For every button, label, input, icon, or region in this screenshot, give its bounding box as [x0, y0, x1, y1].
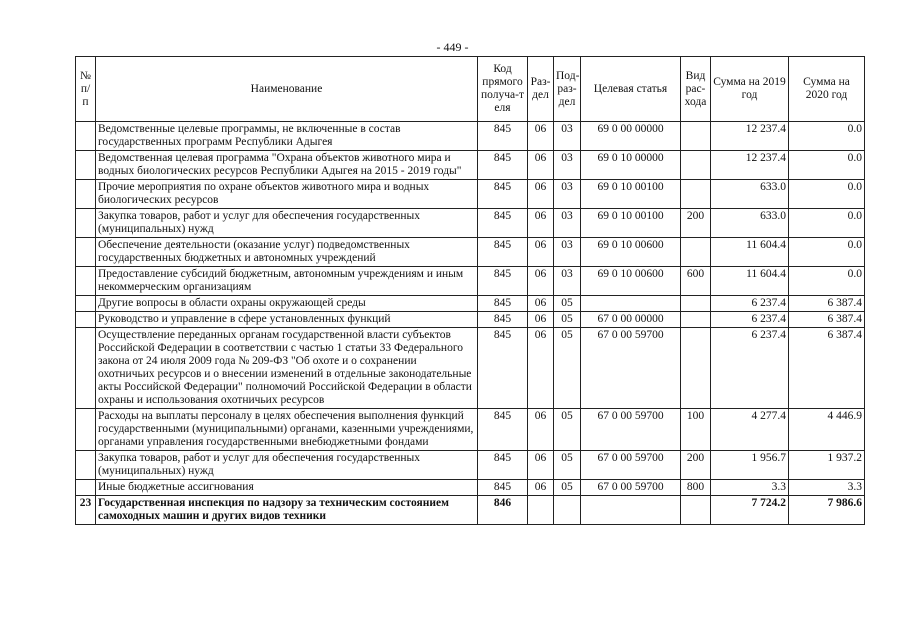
cell-num — [76, 312, 96, 328]
cell-num — [76, 451, 96, 480]
header-code: Код прямого получа-т еля — [478, 57, 528, 122]
cell-sum2020: 3.3 — [789, 480, 865, 496]
cell-name: Другие вопросы в области охраны окружающей среды — [96, 296, 478, 312]
cell-name: Обеспечение деятельности (оказание услуг) подведомственных государственных бюджетных и автономных учреждений — [96, 238, 478, 267]
cell-code: 845 — [478, 480, 528, 496]
cell-sum2020: 0.0 — [789, 267, 865, 296]
cell-kind — [681, 328, 711, 409]
cell-name: Руководство и управление в сфере установленных функций — [96, 312, 478, 328]
cell-subsection: 05 — [554, 409, 581, 451]
cell-sum2020: 0.0 — [789, 238, 865, 267]
cell-code: 845 — [478, 451, 528, 480]
cell-num — [76, 296, 96, 312]
cell-subsection — [554, 496, 581, 525]
table-row — [76, 238, 865, 267]
cell-subsection: 05 — [554, 296, 581, 312]
cell-kind: 600 — [681, 267, 711, 296]
table-header-row — [76, 57, 865, 122]
cell-subsection: 03 — [554, 238, 581, 267]
cell-code: 845 — [478, 312, 528, 328]
cell-code: 845 — [478, 409, 528, 451]
cell-subsection: 05 — [554, 312, 581, 328]
cell-code: 845 — [478, 209, 528, 238]
cell-sum2020: 0.0 — [789, 122, 865, 151]
cell-num — [76, 180, 96, 209]
header-section: Раз-дел — [528, 57, 554, 122]
cell-target: 67 0 00 00000 — [581, 312, 681, 328]
cell-section: 06 — [528, 328, 554, 409]
cell-section: 06 — [528, 267, 554, 296]
cell-num — [76, 328, 96, 409]
header-sum-2020: Сумма на 2020 год — [789, 57, 865, 122]
cell-sum2019: 12 237.4 — [711, 151, 789, 180]
cell-kind — [681, 238, 711, 267]
cell-num: 23 — [76, 496, 96, 525]
cell-subsection: 03 — [554, 151, 581, 180]
cell-name: Осуществление переданных органам государственной власти субъектов Российской Федерации в соответствии с частью 1 статьи 33 Федерального закона от 24 июля 2009 года № 209-ФЗ "Об охоте и о сохранении охотничьих ресурсов и о внесении изменений в отдельные законодательные акты Российской Федерации" полномочий Российской Федерации в области охраны и использования охотничьих ресурсов — [96, 328, 478, 409]
cell-name: Предоставление субсидий бюджетным, автономным учреждениям и иным некоммерческим организациям — [96, 267, 478, 296]
cell-sum2019: 1 956.7 — [711, 451, 789, 480]
cell-target: 69 0 10 00600 — [581, 267, 681, 296]
cell-section: 06 — [528, 238, 554, 267]
table-row — [76, 122, 865, 151]
cell-subsection: 03 — [554, 209, 581, 238]
cell-section — [528, 496, 554, 525]
budget-table — [75, 56, 865, 525]
header-target: Целевая статья — [581, 57, 681, 122]
header-num: № п/п — [76, 57, 96, 122]
table-row — [76, 209, 865, 238]
table-row — [76, 480, 865, 496]
cell-kind — [681, 122, 711, 151]
cell-kind — [681, 296, 711, 312]
cell-kind: 200 — [681, 209, 711, 238]
cell-subsection: 05 — [554, 451, 581, 480]
cell-name: Закупка товаров, работ и услуг для обеспечения государственных (муниципальных) нужд — [96, 451, 478, 480]
cell-sum2020: 0.0 — [789, 180, 865, 209]
cell-sum2020: 0.0 — [789, 209, 865, 238]
cell-sum2019: 11 604.4 — [711, 267, 789, 296]
table-row — [76, 409, 865, 451]
table-row — [76, 496, 865, 525]
cell-kind: 200 — [681, 451, 711, 480]
cell-name: Государственная инспекция по надзору за техническим состоянием самоходных машин и других видов техники — [96, 496, 478, 525]
cell-sum2019: 11 604.4 — [711, 238, 789, 267]
cell-num — [76, 122, 96, 151]
cell-sum2019: 3.3 — [711, 480, 789, 496]
cell-sum2020: 6 387.4 — [789, 312, 865, 328]
header-subsection: Под-раз-дел — [554, 57, 581, 122]
cell-sum2019: 6 237.4 — [711, 312, 789, 328]
cell-sum2020: 6 387.4 — [789, 296, 865, 312]
cell-target: 67 0 00 59700 — [581, 409, 681, 451]
cell-section: 06 — [528, 480, 554, 496]
cell-sum2019: 7 724.2 — [711, 496, 789, 525]
cell-name: Прочие мероприятия по охране объектов животного мира и водных биологических ресурсов — [96, 180, 478, 209]
cell-section: 06 — [528, 180, 554, 209]
cell-kind — [681, 180, 711, 209]
cell-target: 67 0 00 59700 — [581, 328, 681, 409]
cell-target: 69 0 10 00100 — [581, 209, 681, 238]
table-row — [76, 328, 865, 409]
cell-sum2019: 6 237.4 — [711, 296, 789, 312]
cell-kind: 800 — [681, 480, 711, 496]
cell-code: 846 — [478, 496, 528, 525]
cell-kind — [681, 312, 711, 328]
cell-subsection: 03 — [554, 180, 581, 209]
cell-target: 69 0 10 00100 — [581, 180, 681, 209]
cell-subsection: 05 — [554, 328, 581, 409]
cell-sum2019: 633.0 — [711, 180, 789, 209]
cell-sum2020: 4 446.9 — [789, 409, 865, 451]
cell-sum2019: 12 237.4 — [711, 122, 789, 151]
cell-section: 06 — [528, 209, 554, 238]
cell-section: 06 — [528, 296, 554, 312]
cell-subsection: 03 — [554, 122, 581, 151]
cell-target: 69 0 10 00600 — [581, 238, 681, 267]
cell-section: 06 — [528, 451, 554, 480]
table-row — [76, 296, 865, 312]
cell-target — [581, 296, 681, 312]
cell-kind — [681, 151, 711, 180]
cell-section: 06 — [528, 312, 554, 328]
page-number: - 449 - — [436, 40, 469, 54]
cell-code: 845 — [478, 328, 528, 409]
cell-num — [76, 238, 96, 267]
cell-target: 67 0 00 59700 — [581, 480, 681, 496]
cell-num — [76, 209, 96, 238]
cell-section: 06 — [528, 122, 554, 151]
cell-sum2019: 4 277.4 — [711, 409, 789, 451]
cell-num — [76, 267, 96, 296]
cell-code: 845 — [478, 267, 528, 296]
cell-code: 845 — [478, 122, 528, 151]
cell-name: Иные бюджетные ассигнования — [96, 480, 478, 496]
cell-num — [76, 480, 96, 496]
cell-subsection: 05 — [554, 480, 581, 496]
cell-target: 67 0 00 59700 — [581, 451, 681, 480]
cell-num — [76, 151, 96, 180]
cell-subsection: 03 — [554, 267, 581, 296]
cell-code: 845 — [478, 151, 528, 180]
cell-target: 69 0 10 00000 — [581, 151, 681, 180]
cell-name: Расходы на выплаты персоналу в целях обеспечения выполнения функций государственными (муниципальными) органами, казенными учреждениями, органами управления государственными внебюджетными фондами — [96, 409, 478, 451]
header-sum-2019: Сумма на 2019 год — [711, 57, 789, 122]
cell-target — [581, 496, 681, 525]
cell-name: Закупка товаров, работ и услуг для обеспечения государственных (муниципальных) нужд — [96, 209, 478, 238]
cell-sum2019: 633.0 — [711, 209, 789, 238]
table-row — [76, 180, 865, 209]
cell-section: 06 — [528, 151, 554, 180]
table-row — [76, 312, 865, 328]
cell-sum2020: 6 387.4 — [789, 328, 865, 409]
cell-code: 845 — [478, 180, 528, 209]
table-row — [76, 151, 865, 180]
table-row — [76, 451, 865, 480]
cell-num — [76, 409, 96, 451]
cell-name: Ведомственные целевые программы, не включенные в состав государственных программ Республики Адыгея — [96, 122, 478, 151]
cell-sum2020: 7 986.6 — [789, 496, 865, 525]
table-row — [76, 267, 865, 296]
cell-kind: 100 — [681, 409, 711, 451]
cell-sum2020: 1 937.2 — [789, 451, 865, 480]
cell-target: 69 0 00 00000 — [581, 122, 681, 151]
cell-name: Ведомственная целевая программа "Охрана объектов животного мира и водных биологических ресурсов Республики Адыгея на 2015 - 2019 годы" — [96, 151, 478, 180]
cell-section: 06 — [528, 409, 554, 451]
cell-code: 845 — [478, 238, 528, 267]
header-kind: Вид рас-хода — [681, 57, 711, 122]
cell-sum2020: 0.0 — [789, 151, 865, 180]
cell-kind — [681, 496, 711, 525]
cell-code: 845 — [478, 296, 528, 312]
cell-sum2019: 6 237.4 — [711, 328, 789, 409]
header-name: Наименование — [96, 57, 478, 122]
